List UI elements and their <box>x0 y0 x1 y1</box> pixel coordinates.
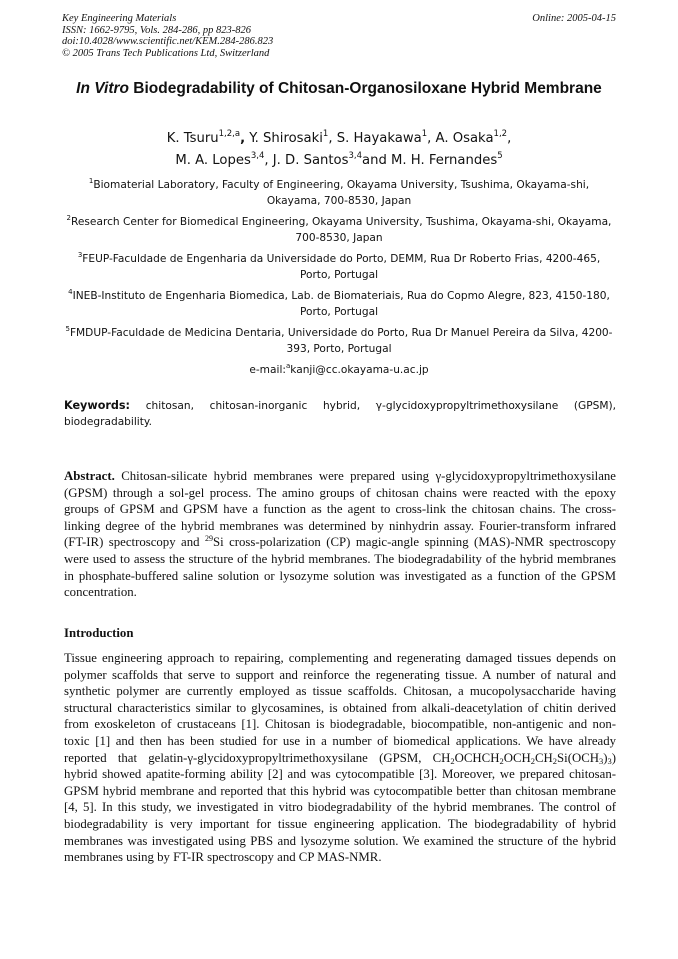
formula-segment: OCH <box>503 750 531 765</box>
affiliation-number: 4 <box>68 288 73 296</box>
intro-text: hybrid showed apatite-forming ability [2] and was cytocompatible [3]. Moreover, we prepared chitosan-GPSM hybrid membrane and reported that this hybrid was cytocompatible better than chitosan membrane [4, 5]. In this study, we investigated in vitro biodegradability of the hybrid membranes. The control of biodegradability is very important for tissue engineering application. The biodegradability of hybrid membranes was investigated using PBS and lysozyme solution. We examined the structure of the hybrid membranes using by FT-IR spectroscopy and CP MAS-NMR. <box>64 767 616 865</box>
abstract-text: Si cross-polarization (CP) magic-angle spinning (MAS)-NMR spectroscopy were used to assess the structure of the hybrid membranes. The biodegradability of the hybrid membranes in phosphate-buffered saline solution or lysozyme solution was investigated as a function of the GPSM concentration. <box>64 535 616 600</box>
intro-text: Tissue engineering approach to repairing, complementing and regenerating damaged tissues depends on polymer scaffolds that serve to support and reinforce the regenerating tissue. A number of natural and synthetic polymer are currently employed as tissue scaffolds. Chitosan, a mucopolysaccharide having structural characteristics similar to glycosamines, is obtained from alkali-deacetylation of chitin derived from exoskeleton of crustaceans [1]. Chitosan is biodegradable, biocompatible, non-antigenic and non-toxic [1] and then has been studied for use in a number of biomedical applications. We have already reported that gelatin-γ-glycidoxypropyltrimethoxysilane (GPSM, <box>64 651 616 765</box>
author-name: M. A. Lopes <box>175 153 251 168</box>
contact-email <box>62 363 616 379</box>
formula-segment: CH <box>534 750 553 765</box>
affiliation <box>62 215 616 246</box>
author-name: M. H. Fernandes <box>391 153 498 168</box>
title-italic: In Vitro <box>76 80 129 97</box>
abstract-text: Chitosan-silicate hybrid membranes were prepared using γ-glycidoxypropyltrimethoxysilane (GPSM) through a sol-gel process. The amino groups of chitosan chains were reacted with the epoxy groups of GPSM and GPSM have a function as the agent to cross-link the chitosan chains. The cross-linking degree of the hybrid membranes was determined by ninhydrin assay. Fourier-transform infrared (FT-IR) spectroscopy and <box>64 469 616 550</box>
author-name: A. Osaka <box>435 131 494 146</box>
formula-subscript: 2 <box>552 755 558 766</box>
author-name: Y. Shirosaki <box>249 131 323 146</box>
email-address[interactable]: kanji@cc.okayama-u.ac.jp <box>290 364 429 376</box>
keywords-label: Keywords: <box>64 399 131 412</box>
affiliation-text: FEUP-Faculdade de Engenharia da Universidade do Porto, DEMM, Rua Dr Roberto Frias, 4200-465, Porto, Portugal <box>82 253 601 281</box>
affiliation-text: Research Center for Biomedical Engineering, Okayama University, Tsushima, Okayama-shi, Okayama, 700-8530, Japan <box>71 216 612 244</box>
formula-segment: OCHCH <box>454 750 500 765</box>
section-heading: Introduction <box>64 626 134 640</box>
email-mark: a <box>285 362 291 370</box>
formula-segment: CH <box>432 750 451 765</box>
journal-info <box>62 13 273 59</box>
keywords-text: chitosan, chitosan-inorganic hybrid, γ-glycidoxypropyltrimethoxysilane (GPSM), biodegradability. <box>64 400 616 428</box>
author-affil-mark: 5 <box>497 151 503 161</box>
author-name: J. D. Santos <box>272 153 349 168</box>
formula-segment: ) <box>603 750 608 765</box>
keywords <box>64 398 616 430</box>
author-line-2: M. A. Lopes$^{3,4}$, J. D. Santos$^{3,4}$and M. H. Fernandes$^5$ <box>175 151 503 168</box>
abstract <box>64 468 616 601</box>
affiliation-text: INEB-Instituto de Engenharia Biomedica, Lab. de Biomateriais, Rua do Copmo Alegre, 823, 4150-180, Porto, Portugal <box>72 290 610 318</box>
formula-subscript: 3 <box>598 755 604 766</box>
affiliation-number: 1 <box>88 177 94 185</box>
affiliation <box>62 326 616 357</box>
affiliation-number: 5 <box>65 325 70 333</box>
author-list <box>40 128 638 172</box>
affiliation-number: 3 <box>77 251 83 259</box>
formula-segment: ) <box>611 750 616 765</box>
affiliation <box>62 289 616 320</box>
author-name: K. Tsuru <box>166 131 219 146</box>
online-date: Online: 2005-04-15 <box>532 13 616 24</box>
author-affil-mark: 1,2 <box>493 129 508 139</box>
affiliation-text: FMDUP-Faculdade de Medicina Dentaria, Universidade do Porto, Rua Dr Manuel Pereira da Silva, 4200-393, Porto, Portugal <box>69 327 613 355</box>
formula-segment: Si(OCH <box>557 750 599 765</box>
isotope-mark: 29 <box>204 534 213 544</box>
issn-line: ISSN: 1662-9795, Vols. 284-286, pp 823-826 <box>62 24 251 36</box>
affiliations <box>62 178 616 379</box>
email-prefix: e-mail: <box>249 364 286 376</box>
author-affil-mark: 1 <box>421 129 428 139</box>
affiliation <box>62 178 616 209</box>
introduction-body <box>64 650 616 866</box>
journal-name: Key Engineering Materials <box>62 13 177 24</box>
chemical-formula <box>433 751 616 765</box>
abstract-label: Abstract. <box>64 469 115 483</box>
formula-subscript: 2 <box>530 755 535 766</box>
author-affil-mark: 1,2,a <box>218 129 241 139</box>
author-affil-mark: 3,4 <box>250 151 265 161</box>
affiliation <box>62 252 616 283</box>
formula-subscript: 3 <box>607 755 612 766</box>
title-rest: Biodegradability of Chitosan-Organosiloxane Hybrid Membrane <box>128 80 602 97</box>
copyright-line: © 2005 Trans Tech Publications Ltd, Switzerland <box>62 47 270 59</box>
affiliation-number: 2 <box>66 214 72 222</box>
formula-subscript: 2 <box>450 755 455 766</box>
affiliation-text: Biomaterial Laboratory, Faculty of Engineering, Okayama University, Tsushima, Okayama-shi, Okayama, 700-8530, Japan <box>93 179 590 207</box>
formula-subscript: 2 <box>499 755 504 766</box>
paper-title <box>30 80 648 98</box>
doi-line: doi:10.4028/www.scientific.net/KEM.284-286.823 <box>62 36 274 48</box>
author-affil-mark: 1 <box>322 129 329 139</box>
author-name: S. Hayakawa <box>336 131 422 146</box>
author-line-1: K. Tsuru$^{1,2,a}$, Y. Shirosaki$^1$, S. Hayakawa$^1$, A. Osaka$^{1,2}$, <box>166 129 512 146</box>
author-affil-mark: 3,4 <box>348 151 363 161</box>
